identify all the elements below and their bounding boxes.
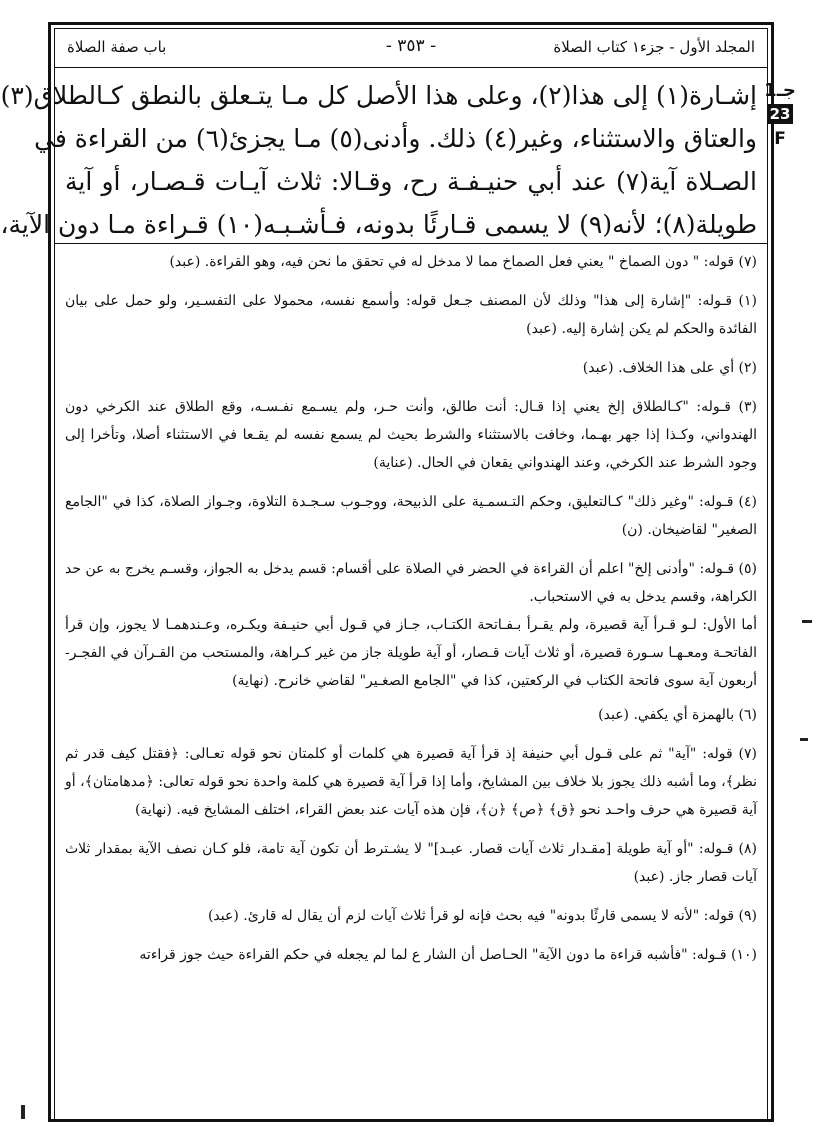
folio-marker: F <box>774 129 786 149</box>
footnote-5 <box>65 555 757 695</box>
page-marker-badge: 23 <box>767 104 794 124</box>
scan-speck <box>802 620 812 623</box>
main-text-line: والعتاق والاستثناء، وغير(٤) ذلك. وأدنى(٥) مـا يجزئ(٦) من القراءة في <box>34 124 757 153</box>
main-text-block <box>0 68 767 244</box>
footnote-9: (٩) قوله: "لأنه لا يسمى قارئًا بدونه" فيه بحث فإنه لو قرأ ثلاث آيات لزم أن يقال له قارئ. (عبد) <box>207 908 757 924</box>
volume-marker: جـ1 <box>764 80 796 101</box>
footnote-5-body: أما الأول: لـو قـرأ آية قصيرة، ولم يقـرأ بـفـاتحة الكتـاب، جـاز في قـول أبي حنيـفة ويكـره، وعـندهمـا لا يجوز، وإن قرأ الفاتحـة ومعـهـا سـورة قصيرة، أو ثلاث آيات قـصار، أو آية طويلة جاز من غير كـراهة، والمستحب من القـرآن في الفجـر- أربعون آية سوى فاتحة الكتاب في الركعتين، كذا في "الجامع الصغـير" لقاضي خانرح. (نهاية) <box>65 617 757 689</box>
scan-speck <box>800 738 808 741</box>
footnote-5-intro: (٥) قـوله: "وأدنى إلخ" اعلم أن القراءة في الحضر في الصلاة على أقسام: قسم يدخل به الجواز، وقسـم يخرج به عن حد الكراهة، وقسم يدخل به في الاستحباب. <box>65 561 757 605</box>
footnote-10: (١٠) قـوله: "فأشبه قراءة ما دون الآية" الحـاصل أن الشار ع لما لم يجعله في حكم القراءة حيث جوز قراءته <box>139 947 757 963</box>
main-text-line: طويلة(٨)؛ لأنه(٩) لا يسمى قـارئًا بدونه، فـأشـبـه(١٠) قـراءة مـا دون الآية، <box>0 210 757 239</box>
footnote-7: (٧) قوله: "آية" ثم على قـول أبي حنيفة إذ قرأ آية قصيرة هي كلمات أو كلمتان نحو قوله تعـالى: ﴿فقتل كيف قدر ثم نظر﴾، وما أشبه ذلك يجوز بلا خلاف بين المشايخ، وأما إذا قرأ آية قصيرة هي كلمة واحدة نحو قوله تعالى: ﴿مدهامتان﴾، أو آية قصيرة هي حرف واحـد نحو ﴿ق﴾ ﴿ص﴾ ﴿ن﴾، فإن هذه آيات عند بعض القراء، اختلف المشايخ فيه. (نهاية) <box>65 746 757 818</box>
main-text-line: إشـارة(١) إلى هذا(٢)، وعلى هذا الأصل كل مـا يتـعلق بالنطق كـالطلاق(٣) <box>0 81 757 110</box>
page-number: - ٣٥٣ - <box>385 36 437 56</box>
footnote-7-sammakh: (٧) قوله: " دون الصماخ " يعني فعل الصماخ مما لا مدخل له في تحقق ما نحن فيه، وهو القراءة. (عبد) <box>169 254 757 270</box>
page-frame <box>0 28 768 1120</box>
running-header <box>55 29 767 68</box>
footnote-6: (٦) بالهمزة أي يكفي. (عبد) <box>598 707 757 723</box>
footnote-3: (٣) قـوله: "كـالطلاق إلخ يعني إذا قـال: أنت طالق، وأنت حـر، ولم يسـمع نفـسـه، وقع الطلاق عند الكرخي دون الهندواني، وكـذا إذا جهر بهـما، وخافت بالاستثناء والشرط بحيث لم يسمع نفسه لم يقـعا في الاستثناء أصلا، وتأخرا إلى وجود الشرط عند الكرخي، وعند الهندواني يقعان في الحال. (عناية) <box>65 399 757 471</box>
volume-label: المجلد الأول - جزء١ كتاب الصلاة <box>553 38 755 56</box>
chapter-title: باب صفة الصلاة <box>67 38 167 56</box>
footnotes-section <box>55 244 767 969</box>
footnote-2: (٢) أي على هذا الخلاف. (عبد) <box>582 360 757 376</box>
scan-speck <box>21 1105 25 1119</box>
footnote-1: (١) قـوله: "إشارة إلى هذا" وذلك لأن المصنف جـعل قوله: وأسمع نفسه، محمولا على التفسـير، ولو حمل على بيان الفائدة والحكم لم يكن إشارة إليه. (عبد) <box>65 293 757 337</box>
footnote-4: (٤) قـوله: "وغير ذلك" كـالتعليق، وحكم التـسمـية على الذبيحة، ووجـوب سـجـدة التلاوة، وجـواز الصلاة، كذا في "الجامع الصغير" لقاضيخان. (ن) <box>65 494 757 538</box>
main-text-line: الصـلاة آية(٧) عند أبي حنيـفـة رح، وقـالا: ثلاث آيـات قـصـار، أو آية <box>65 167 757 196</box>
footnote-8: (٨) قـوله: "أو آية طويلة [مقـدار ثلاث آيات قصار. عبـد]" لا يشـترط أن تكون آية تامة، فلو كـان نصف الآية بمقدار ثلاث آيات قصار جاز. (عبد) <box>65 841 757 885</box>
